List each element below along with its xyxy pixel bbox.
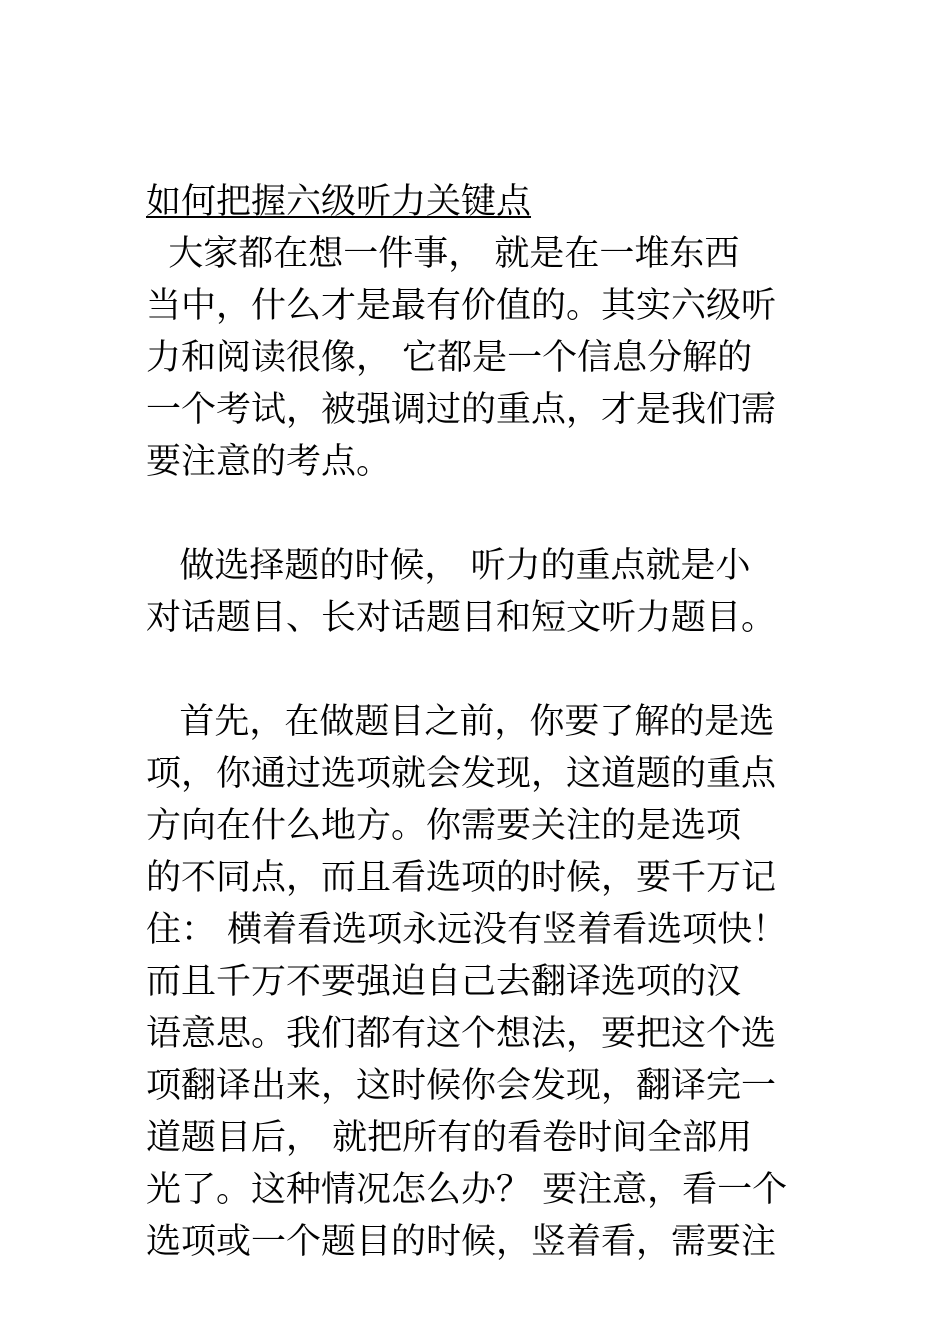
paragraph-line: 要注意的考点。 [146,442,392,482]
paragraph-2 [146,540,826,644]
paragraph-line: 力和阅读很像， 它都是一个信息分解的 [146,338,753,378]
paragraph-line: 住： 横着看选项永远没有竖着看选项快！ [146,910,788,950]
paragraph-line: 选项或一个题目的时候，竖着看，需要注 [146,1222,777,1262]
paragraph-line: 大家都在想一件事， 就是在一堆东西 [146,234,740,274]
paragraph-line: 方向在什么地方。你需要关注的是选项 [146,806,742,846]
paragraph-line: 光了。这种情况怎么办？ 要注意，看一个 [146,1170,788,1210]
paragraph-line: 对话题目、长对话题目和短文听力题目。 [146,598,777,638]
paragraph-line: 当中，什么才是最有价值的。其实六级听 [146,286,777,326]
paragraph-3 [146,696,826,1268]
paragraph-gap [146,644,826,696]
paragraph-line: 的不同点，而且看选项的时候，要千万记 [146,858,777,898]
paragraph-line: 项，你通过选项就会发现，这道题的重点 [146,754,777,794]
paragraph-gap [146,488,826,540]
paragraph-line: 项翻译出来，这时候你会发现，翻译完一 [146,1066,777,1106]
paragraph-line: 而且千万不要强迫自己去翻译选项的汉 [146,962,742,1002]
paragraph-1 [146,228,826,488]
paragraph-line: 道题目后， 就把所有的看卷时间全部用 [146,1118,753,1158]
document-body [146,176,826,1268]
paragraph-line: 首先，在做题目之前，你要了解的是选 [146,702,775,742]
paragraph-line: 一个考试，被强调过的重点，才是我们需 [146,390,777,430]
paragraph-line: 做选择题的时候， 听力的重点就是小 [146,546,751,586]
paragraph-line: 语意思。我们都有这个想法，要把这个选 [146,1014,777,1054]
document-title: 如何把握六级听力关键点 [146,182,532,222]
